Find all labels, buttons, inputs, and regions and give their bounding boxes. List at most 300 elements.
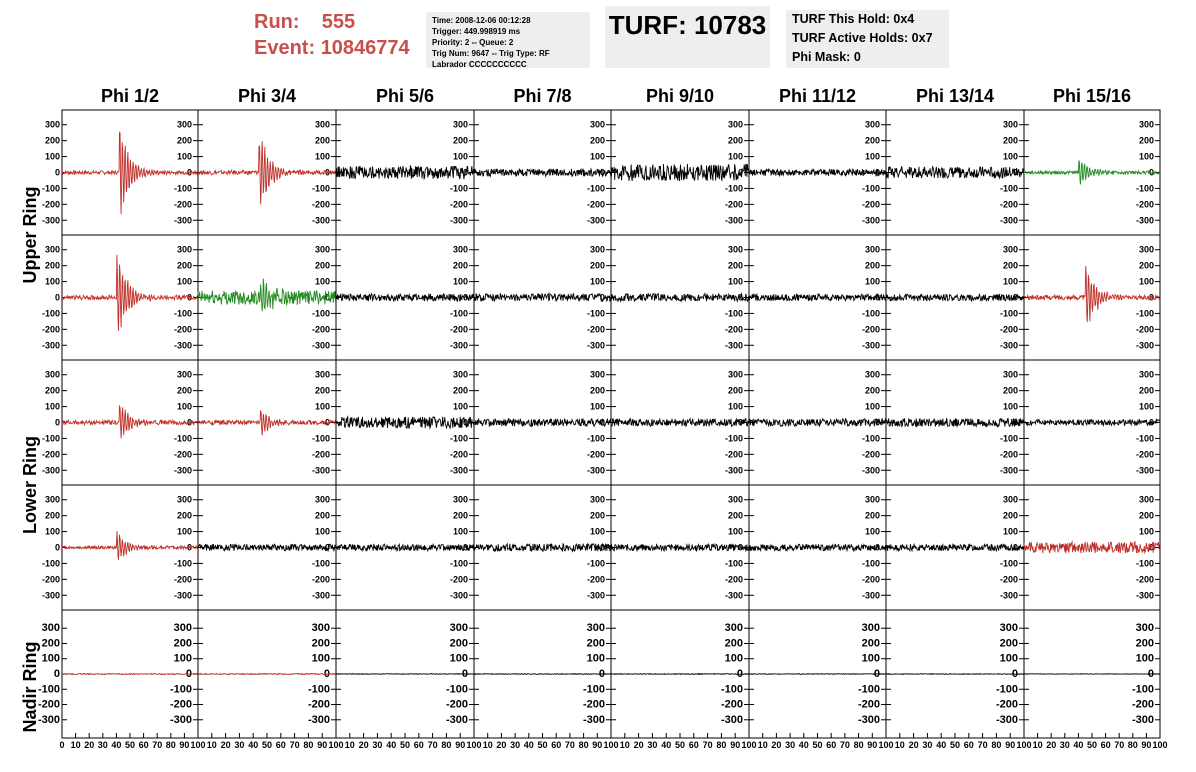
y-tick-label: 200 <box>452 510 468 521</box>
y-tick-label: 300 <box>589 494 605 505</box>
x-tick-label: 60 <box>826 740 837 750</box>
y-tick-label: 300 <box>589 244 605 255</box>
y-tick-label: -200 <box>999 574 1018 585</box>
x-tick-label: 40 <box>1073 740 1084 750</box>
y-tick-label: 0 <box>186 417 192 428</box>
x-tick-label: 70 <box>427 740 438 750</box>
y-tick-label: 200 <box>452 260 468 271</box>
panel-r4-c7 <box>1024 610 1168 750</box>
y-tick-label: 300 <box>727 119 743 130</box>
y-tick-label: -300 <box>173 215 192 226</box>
y-tick-label: -200 <box>861 324 880 335</box>
y-tick-label: -300 <box>586 215 605 226</box>
x-tick-label: 30 <box>647 740 658 750</box>
y-tick-label: -100 <box>720 683 743 696</box>
x-tick-label: 80 <box>578 740 589 750</box>
y-tick-label: 0 <box>54 167 60 178</box>
y-tick-label: -200 <box>861 199 880 210</box>
x-tick-label: 30 <box>1059 740 1070 750</box>
y-tick-label: 300 <box>1002 119 1018 130</box>
y-tick-label: -200 <box>861 449 880 460</box>
y-tick-label: -200 <box>724 199 743 210</box>
y-tick-label: 0 <box>737 292 743 303</box>
y-tick-label: 0 <box>324 417 330 428</box>
panel-r4-c5 <box>749 610 894 750</box>
panel-r1-c4 <box>611 235 749 360</box>
y-tick-label: -200 <box>586 574 605 585</box>
y-tick-label: -100 <box>861 183 880 194</box>
x-tick-label: 20 <box>771 740 782 750</box>
y-tick-label: -200 <box>41 199 60 210</box>
y-tick-label: -200 <box>449 574 468 585</box>
event-label: Event: <box>254 37 316 59</box>
y-tick-label: 300 <box>1138 369 1154 380</box>
panel-r2-c5 <box>749 360 886 485</box>
y-tick-label: -100 <box>449 183 468 194</box>
y-tick-label: -200 <box>586 199 605 210</box>
y-tick-label: 300 <box>864 369 880 380</box>
panel-r3-c6 <box>886 485 1024 610</box>
panel-r0-c6 <box>886 110 1024 235</box>
y-tick-label: 0 <box>736 668 743 680</box>
y-tick-label: 300 <box>724 622 743 635</box>
y-tick-label: -300 <box>449 340 468 351</box>
y-tick-label: -200 <box>311 574 330 585</box>
y-tick-label: -100 <box>311 183 330 194</box>
y-tick-label: -300 <box>724 465 743 476</box>
panel-r2-c0 <box>42 360 198 485</box>
y-tick-label: -300 <box>449 215 468 226</box>
waveform-trace <box>886 294 1024 301</box>
y-tick-label: 300 <box>44 369 60 380</box>
y-tick-label: -200 <box>37 698 60 711</box>
x-tick-label: 30 <box>97 740 108 750</box>
y-tick-label: 300 <box>173 622 192 635</box>
y-tick-label: 0 <box>462 167 468 178</box>
y-tick-label: -100 <box>724 308 743 319</box>
y-tick-label: 0 <box>737 417 743 428</box>
y-tick-label: -200 <box>41 574 60 585</box>
y-tick-label: -100 <box>173 308 192 319</box>
y-tick-label: 200 <box>44 510 60 521</box>
panel-r2-c2 <box>336 360 474 485</box>
x-tick-label: 80 <box>303 740 314 750</box>
y-tick-label: -300 <box>41 215 60 226</box>
y-tick-label: 200 <box>314 135 330 146</box>
y-tick-label: -300 <box>857 713 880 726</box>
y-tick-label: -200 <box>311 449 330 460</box>
x-tick-label: 90 <box>455 740 466 750</box>
panel-r3-c7 <box>1024 485 1160 610</box>
y-tick-label: 200 <box>589 135 605 146</box>
y-tick-label: -300 <box>311 340 330 351</box>
panel-r2-c1 <box>198 360 336 485</box>
y-tick-label: 200 <box>1002 510 1018 521</box>
x-tick-label: 100 <box>190 740 206 750</box>
y-tick-label: 0 <box>737 167 743 178</box>
y-tick-label: 0 <box>1012 542 1018 553</box>
panel-r4-c6 <box>886 610 1032 750</box>
y-tick-label: 0 <box>1012 167 1018 178</box>
y-tick-label: -100 <box>41 433 60 444</box>
y-tick-label: 200 <box>44 260 60 271</box>
x-tick-label: 40 <box>523 740 534 750</box>
y-tick-label: 200 <box>176 510 192 521</box>
y-tick-label: -200 <box>999 324 1018 335</box>
y-tick-label: -200 <box>173 324 192 335</box>
y-tick-label: -100 <box>1135 183 1154 194</box>
waveform-trace <box>198 141 336 204</box>
y-tick-label: 100 <box>311 652 330 665</box>
waveform-trace <box>336 417 474 428</box>
y-tick-label: 100 <box>589 526 605 537</box>
y-tick-label: -100 <box>861 433 880 444</box>
panel-r1-c7 <box>1024 235 1160 360</box>
y-tick-label: 300 <box>864 119 880 130</box>
y-tick-label: 100 <box>1138 276 1154 287</box>
y-tick-label: 200 <box>1002 135 1018 146</box>
y-tick-label: -100 <box>586 433 605 444</box>
x-tick-label: 60 <box>275 740 286 750</box>
y-tick-label: 100 <box>44 401 60 412</box>
y-tick-label: -100 <box>724 558 743 569</box>
y-tick-label: -100 <box>311 558 330 569</box>
y-tick-label: 100 <box>44 526 60 537</box>
x-tick-label: 50 <box>674 740 686 750</box>
x-tick-label: 100 <box>603 740 619 750</box>
y-tick-label: -100 <box>1135 308 1154 319</box>
panel-r3-c5 <box>749 485 886 610</box>
x-tick-label: 40 <box>248 740 259 750</box>
y-tick-label: 0 <box>461 668 468 680</box>
x-tick-label: 90 <box>1005 740 1016 750</box>
y-tick-label: 300 <box>314 244 330 255</box>
y-tick-label: 300 <box>449 622 468 635</box>
y-tick-label: 100 <box>1002 401 1018 412</box>
y-tick-label: 200 <box>864 385 880 396</box>
x-tick-label: 90 <box>179 740 190 750</box>
y-tick-label: -300 <box>586 340 605 351</box>
y-tick-label: 200 <box>173 637 192 650</box>
x-tick-label: 90 <box>1141 740 1152 750</box>
y-tick-label: -200 <box>999 449 1018 460</box>
x-tick-label: 50 <box>399 740 411 750</box>
y-tick-label: 200 <box>311 637 330 650</box>
x-tick-label: 20 <box>84 740 95 750</box>
y-tick-label: -300 <box>1131 713 1154 726</box>
waveform-trace <box>336 544 474 551</box>
y-tick-label: 0 <box>599 417 605 428</box>
y-tick-label: 200 <box>727 135 743 146</box>
y-tick-label: -300 <box>173 465 192 476</box>
y-tick-label: 0 <box>54 292 60 303</box>
waveform-trace <box>611 164 749 181</box>
x-tick-label: 80 <box>165 740 176 750</box>
y-tick-label: 200 <box>176 260 192 271</box>
y-tick-label: 0 <box>1148 417 1154 428</box>
y-tick-label: 300 <box>452 494 468 505</box>
x-tick-label: 70 <box>1114 740 1125 750</box>
x-tick-label: 60 <box>413 740 424 750</box>
waveform-trace <box>611 419 749 427</box>
y-tick-label: 300 <box>586 622 605 635</box>
y-tick-label: 0 <box>874 417 880 428</box>
y-tick-label: 300 <box>727 494 743 505</box>
waveform-trace <box>749 169 886 176</box>
x-tick-label: 30 <box>510 740 521 750</box>
waveform-trace <box>886 544 1024 551</box>
y-tick-label: 200 <box>589 260 605 271</box>
y-tick-label: -300 <box>999 215 1018 226</box>
y-tick-label: -200 <box>857 698 880 711</box>
y-tick-label: 300 <box>861 622 880 635</box>
y-tick-label: 100 <box>452 526 468 537</box>
y-tick-label: -200 <box>861 574 880 585</box>
y-tick-label: 300 <box>1002 494 1018 505</box>
x-tick-label: 30 <box>922 740 933 750</box>
y-tick-label: 100 <box>173 652 192 665</box>
x-tick-label: 40 <box>661 740 672 750</box>
x-tick-label: 70 <box>289 740 300 750</box>
waveform-trace <box>749 544 886 551</box>
waveform-trace <box>474 294 611 302</box>
waveform-trace <box>336 166 474 179</box>
y-tick-label: 100 <box>1138 401 1154 412</box>
phi-header-6: Phi 11/12 <box>778 86 857 106</box>
y-tick-label: 100 <box>586 652 605 665</box>
waveform-trace <box>474 674 611 675</box>
phi-header-3: Phi 5/6 <box>375 86 435 106</box>
panel-r3-c3 <box>474 485 611 610</box>
panel-r1-c1 <box>198 235 336 360</box>
x-tick-label: 20 <box>633 740 644 750</box>
y-tick-label: 200 <box>314 385 330 396</box>
y-tick-label: 300 <box>1138 494 1154 505</box>
y-tick-label: -200 <box>449 324 468 335</box>
waveform-trace <box>1024 417 1160 428</box>
panel-r1-c2 <box>336 235 474 360</box>
x-tick-label: 80 <box>716 740 727 750</box>
y-tick-label: 0 <box>324 542 330 553</box>
y-tick-label: 0 <box>186 542 192 553</box>
panel-r4-c2 <box>336 610 482 750</box>
y-tick-label: -100 <box>307 683 330 696</box>
y-tick-label: 100 <box>727 276 743 287</box>
y-tick-label: 0 <box>1148 167 1154 178</box>
turf-this-hold: TURF This Hold: 0x4 <box>792 12 915 26</box>
y-tick-label: 100 <box>452 401 468 412</box>
y-tick-label: 0 <box>324 167 330 178</box>
y-tick-label: 0 <box>1147 668 1154 680</box>
y-tick-label: -200 <box>1135 324 1154 335</box>
x-tick-label: 30 <box>234 740 245 750</box>
y-tick-label: 100 <box>452 151 468 162</box>
waveform-trace <box>474 419 611 427</box>
y-tick-label: -100 <box>449 308 468 319</box>
y-tick-label: -300 <box>1135 215 1154 226</box>
info-trig-num: Trig Num: 9647 -- Trig Type: RF <box>432 49 550 58</box>
y-tick-label: 200 <box>314 260 330 271</box>
waveform-trace <box>1024 674 1160 675</box>
y-tick-label: 100 <box>44 151 60 162</box>
y-tick-label: -300 <box>995 713 1018 726</box>
x-tick-label: 70 <box>977 740 988 750</box>
x-tick-label: 30 <box>785 740 796 750</box>
y-tick-label: 0 <box>599 167 605 178</box>
y-tick-label: -200 <box>173 449 192 460</box>
y-tick-label: -100 <box>861 558 880 569</box>
x-tick-label: 100 <box>1016 740 1032 750</box>
y-tick-label: 100 <box>864 526 880 537</box>
y-tick-label: 300 <box>44 244 60 255</box>
x-tick-label: 100 <box>878 740 894 750</box>
x-tick-label: 50 <box>537 740 548 750</box>
y-tick-label: 200 <box>864 260 880 271</box>
waveform-trace <box>198 544 336 551</box>
y-tick-label: 300 <box>452 369 468 380</box>
y-tick-label: -200 <box>1131 698 1154 711</box>
y-tick-label: 100 <box>1138 526 1154 537</box>
x-tick-label: 60 <box>963 740 974 750</box>
y-tick-label: 300 <box>589 119 605 130</box>
x-tick-label: 40 <box>386 740 397 750</box>
x-tick-label: 10 <box>70 740 81 750</box>
waveform-trace <box>474 169 611 177</box>
y-tick-label: 0 <box>599 292 605 303</box>
run-value: 555 <box>321 11 356 33</box>
phi-mask: Phi Mask: 0 <box>792 50 861 64</box>
panel-r3-c2 <box>336 485 474 610</box>
waveform-trace <box>886 674 1024 675</box>
y-tick-label: 300 <box>44 119 60 130</box>
y-tick-label: 100 <box>589 151 605 162</box>
y-tick-label: 0 <box>874 292 880 303</box>
panel-r4-c0 <box>38 610 206 750</box>
y-tick-label: -100 <box>586 558 605 569</box>
panel-r0-c3 <box>474 110 611 235</box>
y-tick-label: -300 <box>41 465 60 476</box>
panel-r0-c5 <box>749 110 886 235</box>
y-tick-label: 200 <box>589 385 605 396</box>
x-tick-label: 10 <box>482 740 493 750</box>
y-tick-label: 300 <box>864 494 880 505</box>
y-tick-label: -200 <box>586 449 605 460</box>
y-tick-label: -300 <box>861 340 880 351</box>
x-tick-label: 100 <box>466 740 482 750</box>
y-tick-label: 100 <box>176 151 192 162</box>
y-tick-label: -300 <box>582 713 605 726</box>
y-tick-label: 300 <box>452 244 468 255</box>
panel-r0-c7 <box>1024 110 1160 235</box>
y-tick-label: 200 <box>41 637 60 650</box>
x-tick-label: 60 <box>1100 740 1111 750</box>
y-tick-label: -200 <box>311 324 330 335</box>
y-tick-label: 200 <box>452 135 468 146</box>
phi-header-8: Phi 15/16 <box>1052 86 1132 106</box>
y-tick-label: 200 <box>176 135 192 146</box>
y-tick-label: -100 <box>999 308 1018 319</box>
y-tick-label: 200 <box>1138 385 1154 396</box>
x-tick-label: 20 <box>496 740 507 750</box>
y-tick-label: 100 <box>727 401 743 412</box>
y-tick-label: -300 <box>1135 340 1154 351</box>
y-tick-label: -100 <box>857 683 880 696</box>
x-tick-label: 60 <box>551 740 562 750</box>
x-tick-label: 80 <box>1127 740 1138 750</box>
y-tick-label: -300 <box>311 590 330 601</box>
y-tick-label: -300 <box>999 465 1018 476</box>
info-priority: Priority: 2 -- Queue: 2 <box>432 38 514 47</box>
phi-header-5: Phi 9/10 <box>645 86 715 106</box>
x-tick-label: 10 <box>206 740 217 750</box>
y-tick-label: 100 <box>999 652 1018 665</box>
waveform-trace <box>886 418 1024 427</box>
y-tick-label: 0 <box>599 542 605 553</box>
y-tick-label: -300 <box>311 465 330 476</box>
y-tick-label: -200 <box>449 199 468 210</box>
y-tick-label: 300 <box>864 244 880 255</box>
x-tick-label: 0 <box>59 740 65 750</box>
y-tick-label: 300 <box>44 494 60 505</box>
turf-label: TURF: 10783 <box>608 10 767 40</box>
x-tick-label: 40 <box>111 740 122 750</box>
y-tick-label: 200 <box>589 510 605 521</box>
y-tick-label: -100 <box>1135 433 1154 444</box>
y-tick-label: 0 <box>462 417 468 428</box>
y-tick-label: 100 <box>1002 276 1018 287</box>
y-tick-label: -100 <box>41 558 60 569</box>
y-tick-label: -300 <box>173 340 192 351</box>
y-tick-label: -200 <box>999 199 1018 210</box>
y-tick-label: 100 <box>44 276 60 287</box>
x-tick-label: 10 <box>619 740 630 750</box>
y-tick-label: 300 <box>999 622 1018 635</box>
x-tick-label: 70 <box>564 740 575 750</box>
y-tick-label: 0 <box>874 542 880 553</box>
x-tick-label: 40 <box>936 740 947 750</box>
waveform-trace <box>749 294 886 301</box>
y-tick-label: -200 <box>582 698 605 711</box>
panel-r0-c4 <box>611 110 749 235</box>
y-tick-label: 200 <box>999 637 1018 650</box>
y-tick-label: 300 <box>1002 244 1018 255</box>
x-tick-label: 20 <box>220 740 231 750</box>
y-tick-label: 0 <box>874 167 880 178</box>
x-tick-label: 90 <box>730 740 741 750</box>
panel-r2-c4 <box>611 360 749 485</box>
y-tick-label: -300 <box>999 590 1018 601</box>
y-tick-label: -100 <box>173 183 192 194</box>
y-tick-label: -100 <box>999 558 1018 569</box>
y-tick-label: -300 <box>173 590 192 601</box>
info-time: Time: 2008-12-06 00:12:28 <box>432 16 531 25</box>
y-tick-label: 100 <box>176 276 192 287</box>
y-tick-label: 300 <box>314 369 330 380</box>
y-tick-label: 200 <box>314 510 330 521</box>
y-tick-label: 200 <box>727 385 743 396</box>
y-tick-label: 100 <box>1135 652 1154 665</box>
panel-r0-c2 <box>336 110 474 235</box>
y-tick-label: -200 <box>307 698 330 711</box>
waveform-trace <box>198 410 336 435</box>
y-tick-label: -200 <box>1135 199 1154 210</box>
y-tick-label: 0 <box>598 668 605 680</box>
y-tick-label: 0 <box>1148 292 1154 303</box>
y-tick-label: 100 <box>176 401 192 412</box>
x-tick-label: 100 <box>741 740 757 750</box>
y-tick-label: -100 <box>311 433 330 444</box>
y-tick-label: 100 <box>864 151 880 162</box>
